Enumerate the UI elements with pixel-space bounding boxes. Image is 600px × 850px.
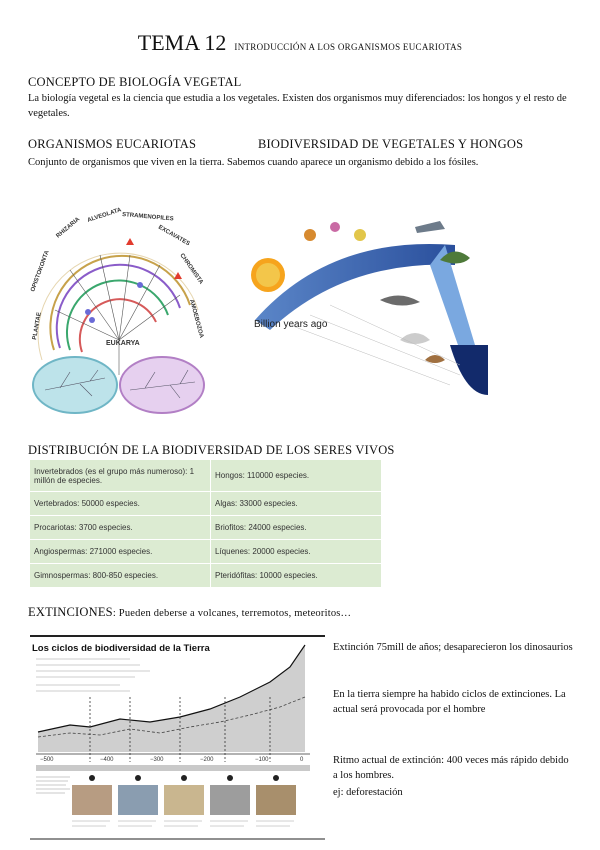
table-cell: Briofitos: 24000 especies. (211, 516, 382, 540)
cycles-tick: −100 (255, 757, 269, 763)
table-cell: Procariotas: 3700 especies. (30, 516, 211, 540)
extinciones-heading (28, 605, 351, 621)
cycles-tick: −200 (200, 757, 214, 763)
group-label-opisto: OPISTOKONTA (30, 249, 51, 293)
table-row (30, 492, 382, 516)
cycles-tick: −300 (150, 757, 164, 763)
biodiversity-table (29, 459, 382, 588)
eucariotas-text: Conjunto de organismos que viven en la tierra. Sabemos cuando aparece un organismo debido a los fósiles. (28, 157, 479, 168)
table-cell: Invertebrados (es el grupo más numeroso): 1 millón de especies. (30, 460, 211, 492)
table-cell: Angiospermas: 271000 especies. (30, 540, 211, 564)
table-row (30, 516, 382, 540)
concepto-heading: CONCEPTO DE BIOLOGÍA VEGETAL (28, 75, 242, 89)
cycles-chart-title: Los ciclos de biodiversidad de la Tierra (32, 643, 210, 654)
extinction-note-4: ej: deforestación (333, 787, 403, 798)
title-main: TEMA 12 (137, 30, 227, 55)
group-label-plantae: PLANTAE (32, 311, 43, 341)
group-label-alveolata: ALVEOLATA (86, 207, 123, 224)
table-row (30, 460, 382, 492)
extinction-note-2: En la tierra siempre ha habido ciclos de extinciones. La actual será provocada por el hombre (333, 689, 566, 715)
table-row (30, 540, 382, 564)
page-title (0, 30, 600, 56)
group-label-chromista: CHROMISTA (178, 252, 204, 286)
title-subtitle: INTRODUCCIÓN A LOS ORGANISMOS EUCARIOTAS (234, 42, 463, 52)
cycles-tick: −500 (40, 757, 54, 763)
table-cell: Hongos: 110000 especies. (211, 460, 382, 492)
group-label-amoebozoa: AMOEBOZOA (188, 298, 205, 339)
group-label-stramenopiles: STRAMENOPILES (121, 212, 174, 223)
biodiversity-cycles-figure (30, 635, 325, 847)
extinction-note-3: Ritmo actual de extinción: 400 veces más rápido debido a los hombres. (333, 755, 569, 781)
eukaryote-tree-figure (30, 200, 208, 415)
table-cell: Algas: 33000 especies. (211, 492, 382, 516)
eucariotas-heading: ORGANISMOS EUCARIOTAS (28, 137, 197, 151)
cycles-tick: 0 (300, 757, 304, 763)
group-label-excavates: EXCAVATES (157, 224, 191, 248)
group-label-rhizaria: RHIZARIA (55, 216, 82, 240)
table-cell: Vertebrados: 50000 especies. (30, 492, 211, 516)
table-cell: Pteridófitas: 10000 especies. (211, 564, 382, 588)
timeline-axis-label: Billion years ago (254, 319, 328, 330)
table-cell: Gimnospermas: 800-850 especies. (30, 564, 211, 588)
extinction-note-1: Extinción 75mill de años; desaparecieron los dinosaurios (333, 642, 573, 653)
extinciones-subtitle: : Pueden deberse a volcanes, terremotos, meteoritos… (112, 608, 352, 619)
concepto-text: La biología vegetal es la ciencia que estudia a los vegetales. Existen dos organismos muy diferenciados: los hongos y el resto de vegetales. (28, 93, 567, 119)
life-timeline-figure (250, 205, 488, 395)
extinciones-title: EXTINCIONES (28, 605, 113, 619)
biodiversidad-heading: BIODIVERSIDAD DE VEGETALES Y HONGOS (258, 137, 524, 151)
table-row (30, 564, 382, 588)
cycles-tick: −400 (100, 757, 114, 763)
tree-center-label: EUKARYA (106, 340, 140, 347)
table-cell: Líquenes: 20000 especies. (211, 540, 382, 564)
distribucion-heading: DISTRIBUCIÓN DE LA BIODIVERSIDAD DE LOS SERES VIVOS (28, 443, 395, 457)
